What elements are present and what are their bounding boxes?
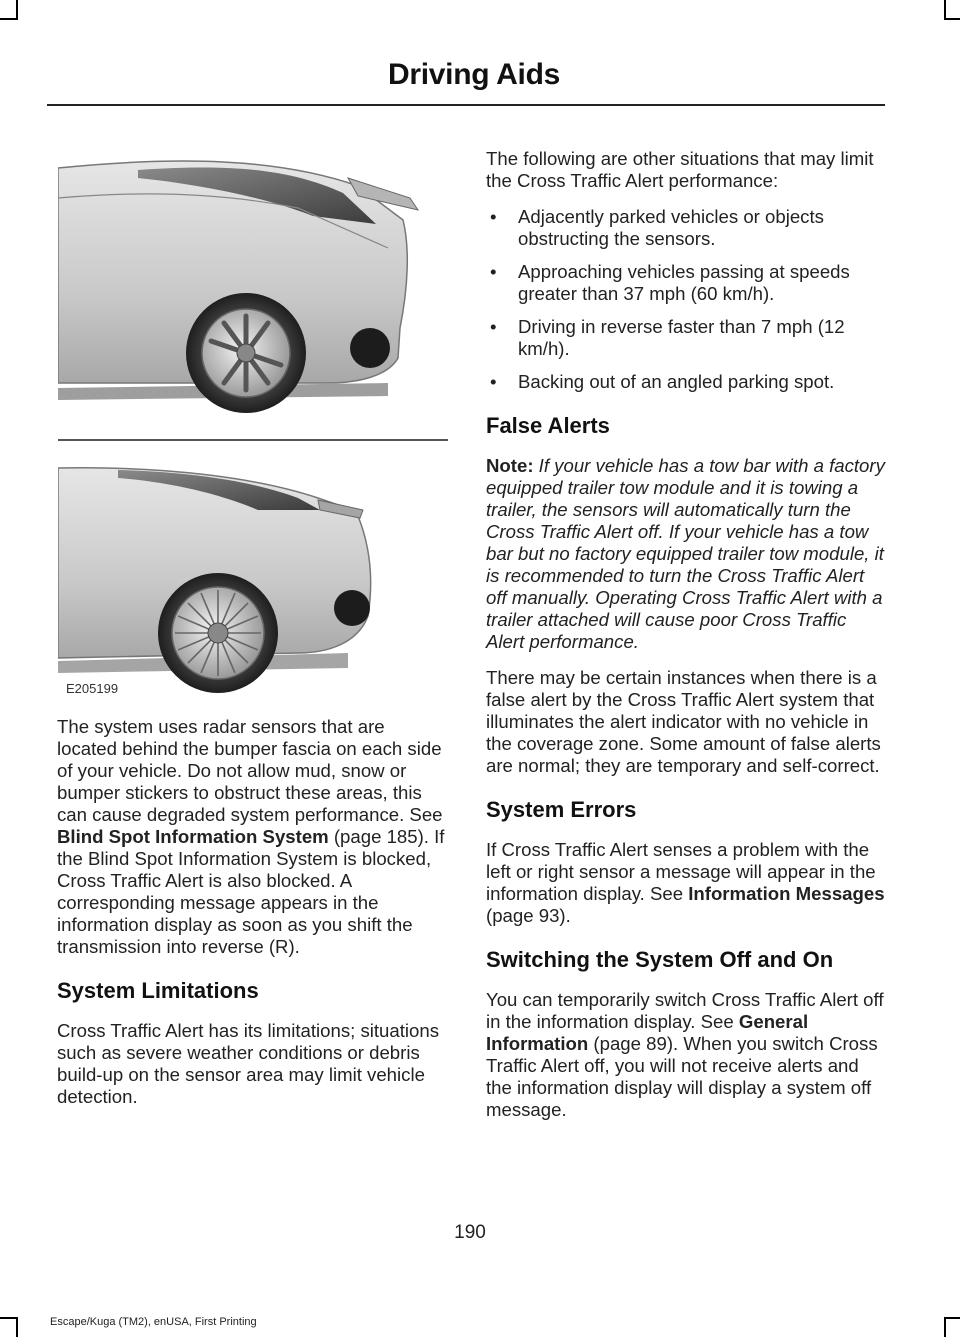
header-divider <box>47 104 885 106</box>
crop-mark <box>944 0 946 20</box>
heading-system-limitations: System Limitations <box>57 978 259 1003</box>
sensor-location-paragraph <box>57 716 447 958</box>
list-item-text: Driving in reverse faster than 7 mph (12 km/h). <box>518 316 845 359</box>
limitations-paragraph: Cross Traffic Alert has its limitations; situations such as severe weather conditions or debris build-up on the sensor area may limit vehicle detection. <box>57 1020 439 1107</box>
list-item-text: Adjacently parked vehicles or objects obstructing the sensors. <box>518 206 824 249</box>
note-body: If your vehicle has a tow bar with a factory equipped trailer tow module and it is towing a trailer, the sensors will automatically turn the Cross Traffic Alert off. If your vehicle has a tow bar but no factory equipped trailer tow module, it is recommended to turn the Cross Traffic Alert off manually. Operating Cross Traffic Alert with a trailer attached will cause poor Cross Traffic Alert performance. <box>486 455 885 652</box>
switching-paragraph <box>486 989 886 1121</box>
text: The system uses radar sensors that are located behind the bumper fascia on each side of your vehicle. Do not allow mud, snow or bumper stickers to obstruct these areas, this can cause degraded system performance. See <box>57 716 443 825</box>
crop-mark <box>944 18 960 20</box>
bullet: • <box>490 371 497 392</box>
crop-mark <box>16 1317 18 1337</box>
crop-mark <box>944 1317 960 1319</box>
system-errors-paragraph <box>486 839 886 927</box>
bullet: • <box>490 206 497 227</box>
blind-spot-link[interactable]: Blind Spot Information System <box>57 826 329 847</box>
suv-rear-illustration <box>58 161 418 413</box>
general-information-link[interactable]: General Information <box>486 1011 809 1054</box>
list-item <box>486 261 886 305</box>
vehicle-sensor-figure <box>58 138 448 698</box>
list-item-text: Backing out of an angled parking spot. <box>518 371 835 392</box>
sedan-rear-illustration <box>58 468 371 693</box>
other-situations-intro: The following are other situations that may limit the Cross Traffic Alert performance: <box>486 148 874 191</box>
crop-mark <box>16 0 18 20</box>
vehicle-illustration <box>58 138 448 698</box>
note-label: Note: <box>486 455 534 476</box>
figure-id: E205199 <box>66 681 119 696</box>
limitations-list <box>486 206 886 393</box>
list-item-text: Approaching vehicles passing at speeds greater than 37 mph (60 km/h). <box>518 261 850 304</box>
false-alerts-paragraph: There may be certain instances when there is a false alert by the Cross Traffic Alert system that illuminates the alert indicator with no vehicle in the coverage zone. Some amount of false alerts are normal; they are temporary and self-correct. <box>486 667 881 776</box>
right-column <box>486 148 886 1135</box>
information-messages-link[interactable]: Information Messages <box>688 883 885 904</box>
page-number: 190 <box>454 1222 486 1243</box>
text: If Cross Traffic Alert senses a problem with the left or right sensor a message will appear in the information display. See <box>486 839 876 904</box>
crop-mark <box>0 18 18 20</box>
text: (page 89). When you switch Cross Traffic Alert off, you will not receive alerts and the information display will display a system off message. <box>486 1033 878 1120</box>
text: (page 185). If the Blind Spot Information System is blocked, Cross Traffic Alert is also blocked. A corresponding message appears in the information display as soon as you shift the transmission into reverse (R). <box>57 826 445 957</box>
heading-switching-system: Switching the System Off and On <box>486 947 834 972</box>
heading-system-errors: System Errors <box>486 797 637 822</box>
page-title: Driving Aids <box>388 58 560 91</box>
left-column <box>57 716 447 1122</box>
text: You can temporarily switch Cross Traffic Alert off in the information display. See <box>486 989 884 1032</box>
bullet: • <box>490 261 497 282</box>
note-paragraph <box>486 455 886 653</box>
bullet: • <box>490 316 497 337</box>
text: (page 93). <box>486 905 571 926</box>
crop-mark <box>944 1317 946 1337</box>
heading-false-alerts: False Alerts <box>486 413 610 438</box>
list-item <box>486 206 886 250</box>
footer-text: Escape/Kuga (TM2), enUSA, First Printing <box>50 1316 257 1328</box>
crop-mark <box>0 1317 18 1319</box>
list-item <box>486 371 886 393</box>
list-item <box>486 316 886 360</box>
